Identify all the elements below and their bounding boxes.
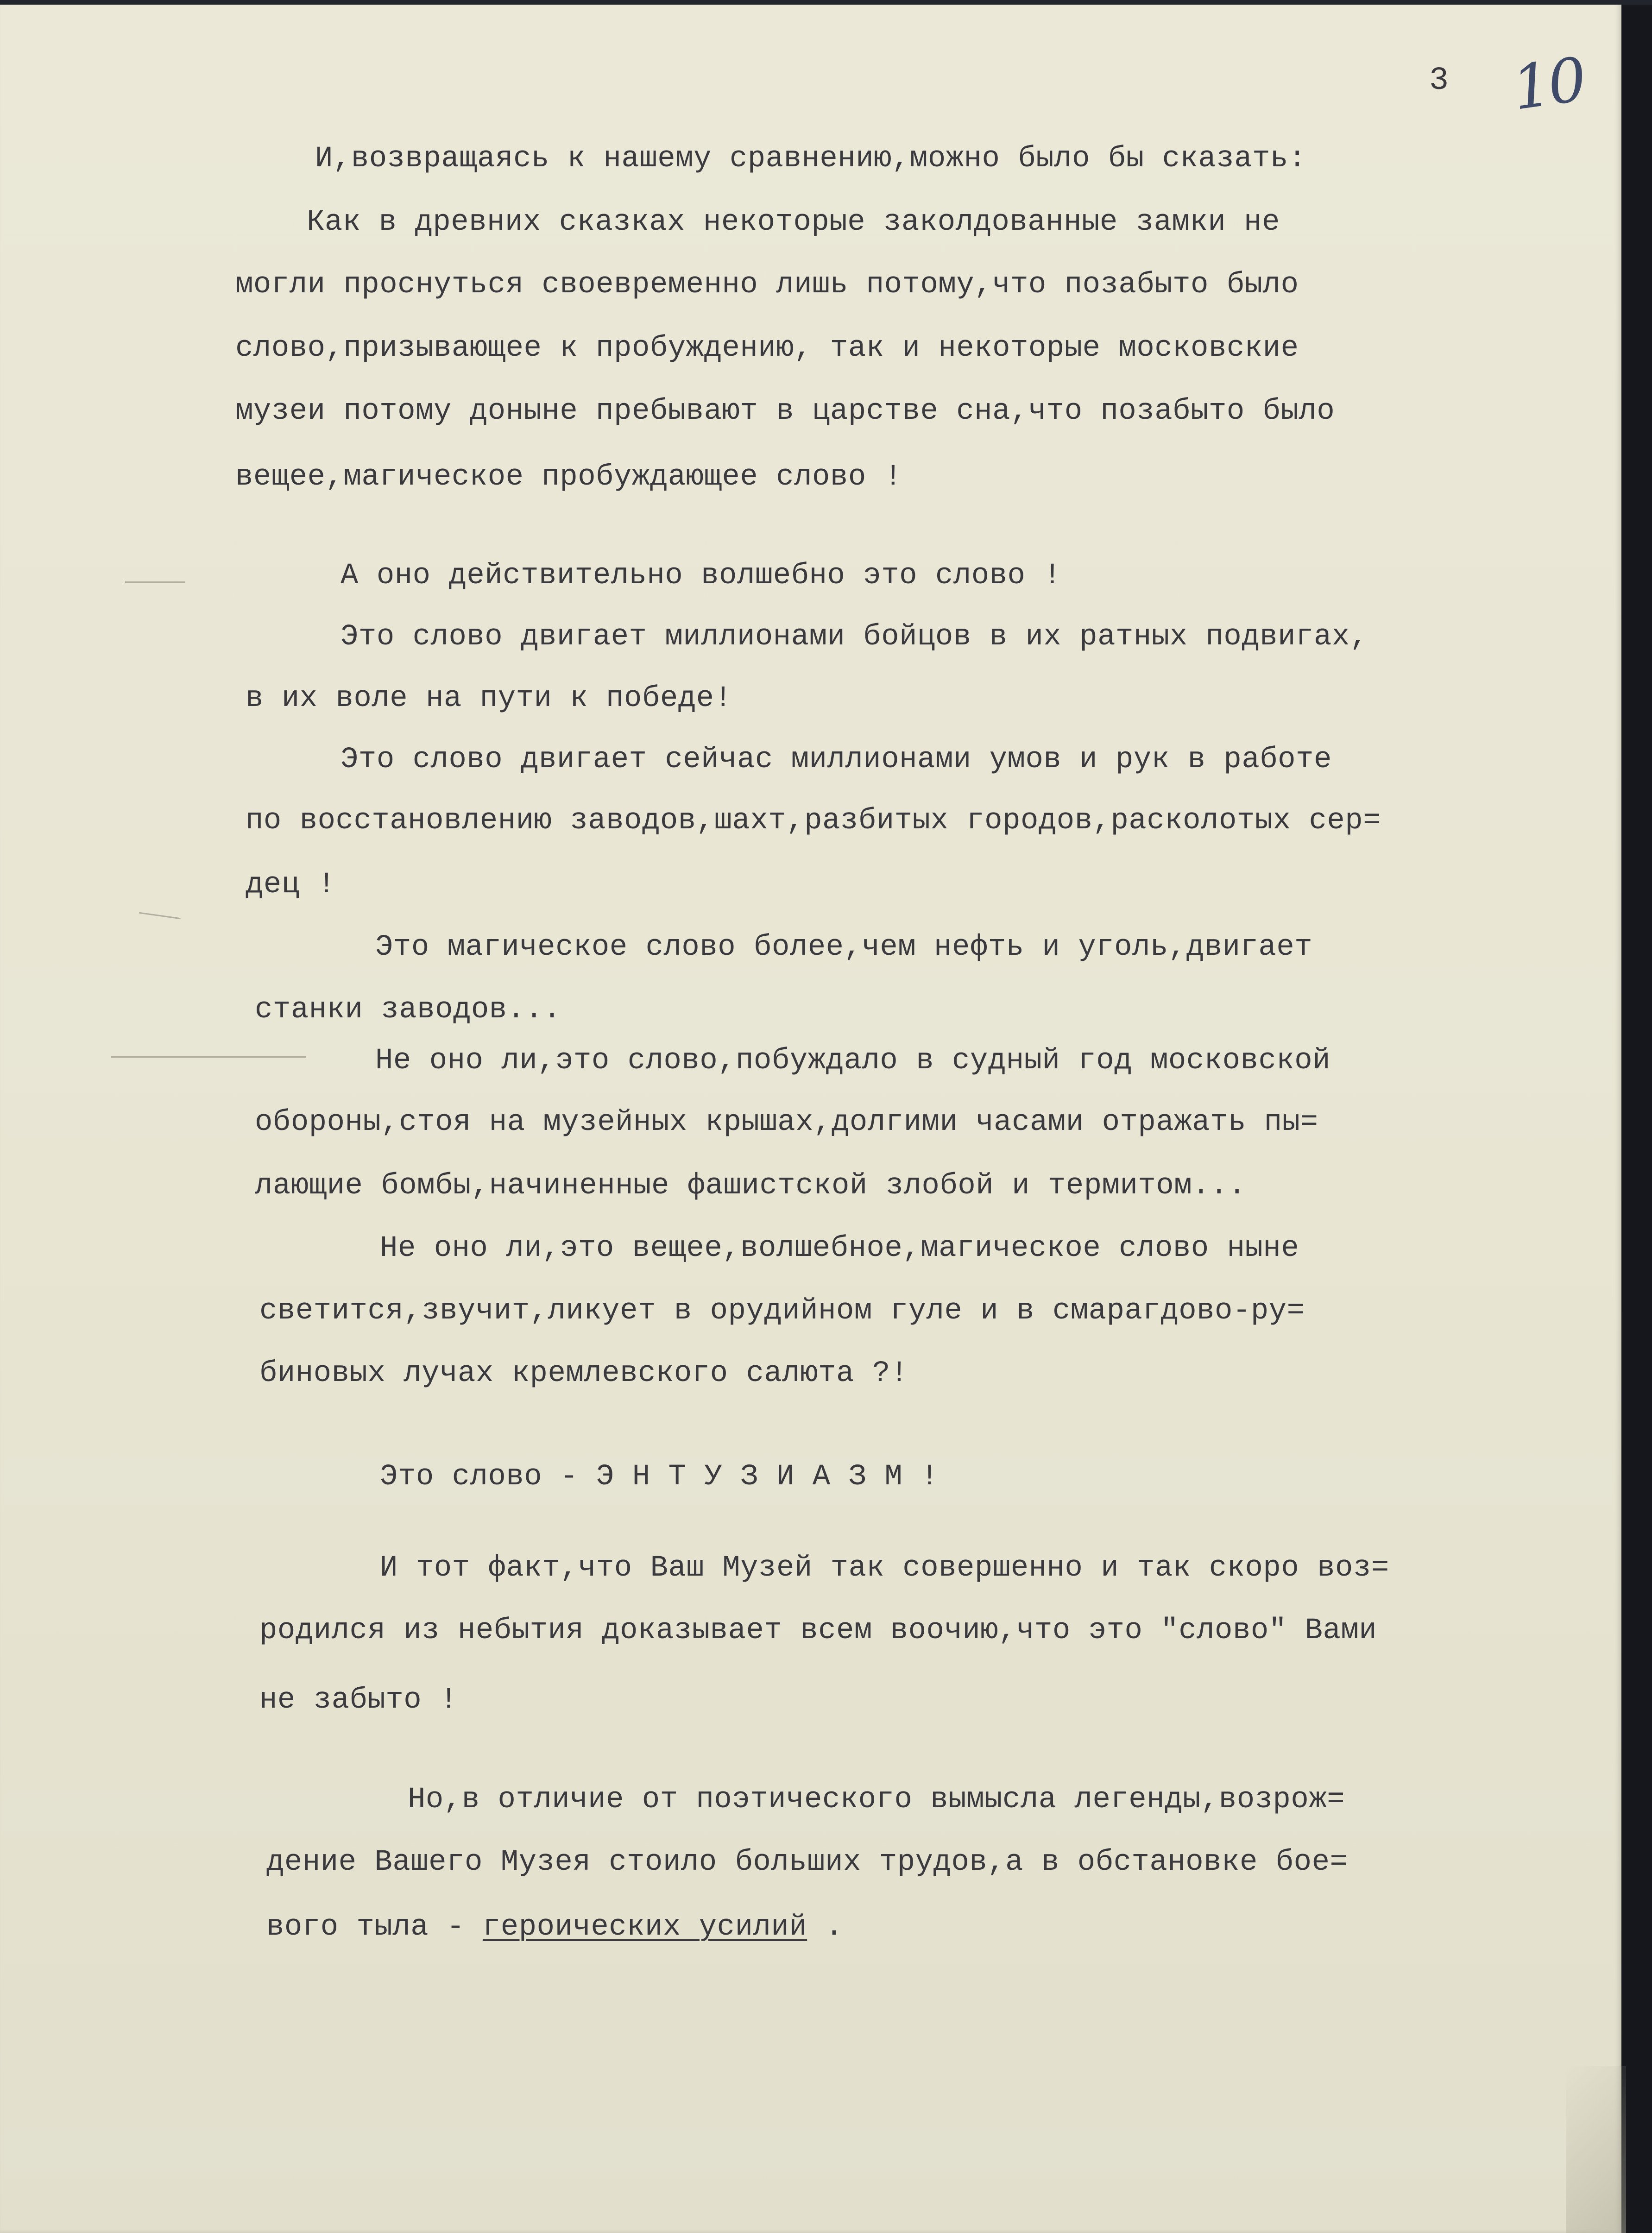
- text-line: биновых лучах кремлевского салюта ?!: [259, 1357, 908, 1390]
- text-line: Не оно ли,это слово,побуждало в судный год московской: [375, 1044, 1331, 1078]
- text-line: Это слово двигает миллионами бойцов в их ратных подвигах,: [340, 620, 1368, 654]
- text-line: Это магическое слово более,чем нефть и уголь,двигает: [375, 931, 1313, 964]
- text-line: музеи потому доныне пребывают в царстве сна,что позабыто было: [235, 395, 1335, 428]
- text-line: И,возвращаясь к нашему сравнению,можно было бы сказать:: [315, 142, 1306, 176]
- text-line-final: [266, 1909, 843, 1946]
- text-line: дение Вашего Музея стоило больших трудов,а в обстановке бое=: [266, 1846, 1348, 1879]
- text-fragment: .: [807, 1911, 843, 1944]
- text-line: Это слово двигает сейчас миллионами умов и рук в работе: [340, 743, 1332, 776]
- text-line: родился из небытия доказывает всем воочию,что это "слово" Вами: [259, 1614, 1377, 1647]
- text-line: станки заводов...: [255, 993, 561, 1027]
- text-line: слово,призывающее к пробуждению, так и некоторые московские: [235, 332, 1299, 365]
- text-line: вещее,магическое пробуждающее слово !: [235, 460, 902, 494]
- text-line: Как в древних сказках некоторые заколдованные замки не: [307, 206, 1280, 239]
- text-line: могли проснуться своевременно лишь потому,что позабыто было: [235, 268, 1299, 302]
- text-line: Не оно ли,это вещее,волшебное,магическое слово ныне: [380, 1232, 1299, 1265]
- emphasis-line: Это слово - Э Н Т У З И А З М !: [380, 1460, 939, 1494]
- text-line: дец !: [246, 868, 336, 902]
- page-number: 3: [1429, 63, 1449, 99]
- text-line: по восстановлению заводов,шахт,разбитых городов,расколотых сер=: [246, 804, 1381, 838]
- text-line: Но,в отличие от поэтического вымысла легенды,возрож=: [408, 1783, 1345, 1817]
- handwritten-archive-number: 10: [1508, 44, 1589, 124]
- text-line: И тот факт,что Ваш Музей так совершенно и так скоро воз=: [380, 1552, 1389, 1585]
- text-line: не забыто !: [259, 1684, 458, 1717]
- text-line: обороны,стоя на музейных крышах,долгими часами отражать пы=: [255, 1106, 1318, 1139]
- text-line: лающие бомбы,начиненные фашистской злобой и термитом...: [255, 1169, 1246, 1203]
- text-fragment: вого тыла -: [266, 1911, 483, 1944]
- text-line: в их воле на пути к победе!: [246, 682, 732, 715]
- text-line: А оно действительно волшебно это слово !: [340, 559, 1062, 593]
- text-line: светится,звучит,ликует в орудийном гуле и в смарагдово-ру=: [259, 1294, 1305, 1328]
- underlined-phrase: героических усилий: [482, 1911, 807, 1944]
